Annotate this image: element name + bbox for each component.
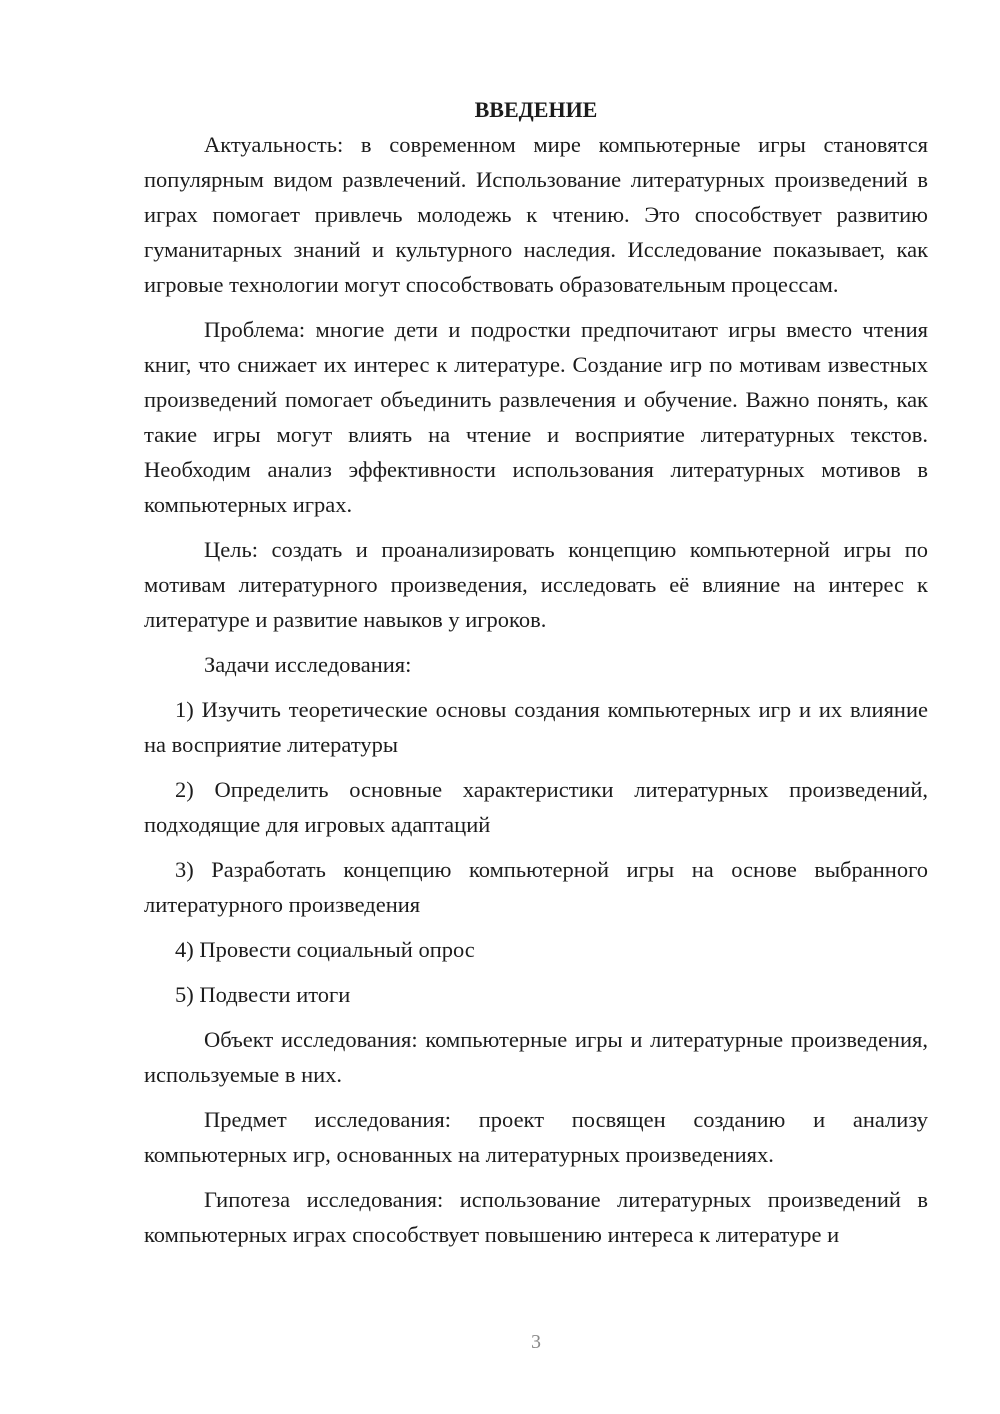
paragraph-problem: Проблема: многие дети и подростки предпочитают игры вместо чтения книг, что снижает их интерес к литературе. Создание игр по мотивам известных произведений помогает объединить развлечения и обучение. Важно понять, как такие игры могут влиять на чтение и восприятие литературных текстов. Необходим анализ эффективности использования литературных мотивов в компьютерных играх. bbox=[144, 317, 928, 517]
paragraph-subject: Предмет исследования: проект посвящен созданию и анализу компьютерных игр, основанных на литературных произведениях. bbox=[144, 1107, 928, 1167]
section-title: ВВЕДЕНИЕ bbox=[474, 97, 598, 122]
tasks-heading: Задачи исследования: bbox=[204, 652, 412, 677]
paragraph-goal: Цель: создать и проанализировать концепцию компьютерной игры по мотивам литературного произведения, исследовать её влияние на интерес к литературе и развитие навыков у игроков. bbox=[144, 537, 928, 632]
task-item-5: 5) Подвести итоги bbox=[175, 982, 351, 1007]
page-number: 3 bbox=[531, 1331, 541, 1353]
paragraph-object: Объект исследования: компьютерные игры и литературные произведения, используемые в них. bbox=[144, 1027, 928, 1087]
task-item-3: 3) Разработать концепцию компьютерной игры на основе выбранного литературного произведения bbox=[144, 857, 928, 917]
page-content bbox=[144, 92, 928, 1252]
task-item-1: 1) Изучить теоретические основы создания компьютерных игр и их влияние на восприятие литературы bbox=[144, 697, 928, 757]
task-item-2: 2) Определить основные характеристики литературных произведений, подходящие для игровых адаптаций bbox=[144, 777, 928, 837]
task-item-4: 4) Провести социальный опрос bbox=[175, 937, 475, 962]
paragraph-hypothesis: Гипотеза исследования: использование литературных произведений в компьютерных играх способствует повышению интереса к литературе и bbox=[144, 1187, 928, 1247]
paragraph-relevance: Актуальность: в современном мире компьютерные игры становятся популярным видом развлечений. Использование литературных произведений в играх помогает привлечь молодежь к чтению. Это способствует развитию гуманитарных знаний и культурного наследия. Исследование показывает, как игровые технологии могут способствовать образовательным процессам. bbox=[144, 132, 928, 297]
